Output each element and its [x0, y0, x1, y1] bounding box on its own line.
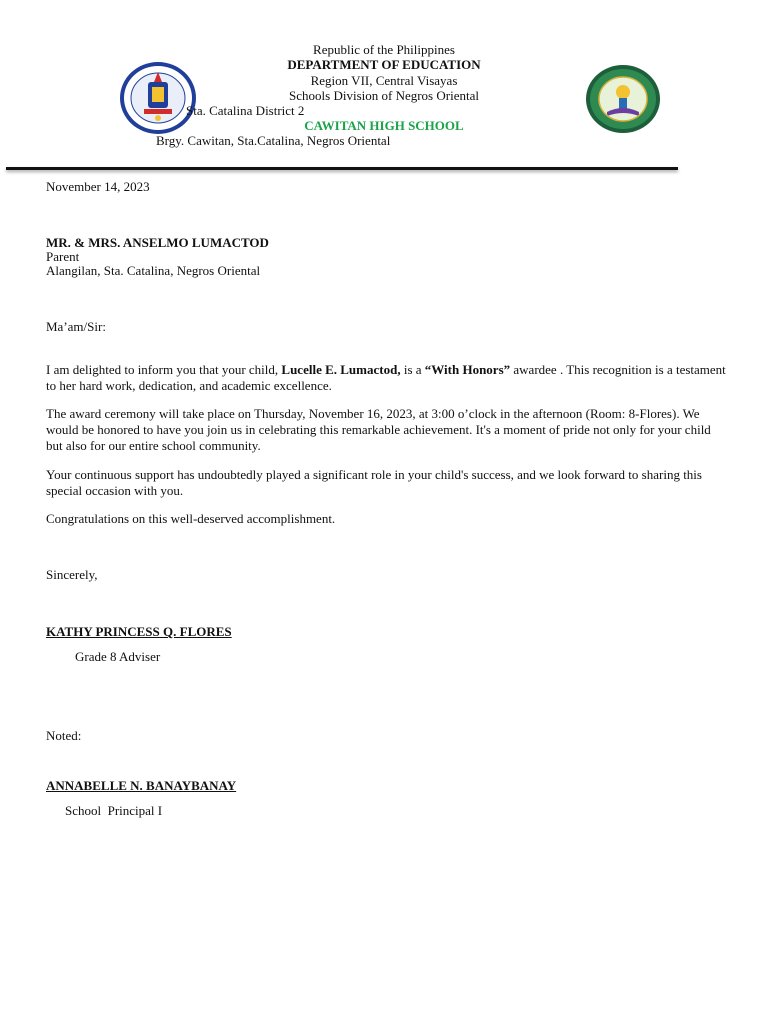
letter-date: November 14, 2023 [46, 179, 150, 194]
header-district: Sta. Catalina District 2 [186, 103, 305, 118]
paragraph-support: Your continuous support has undoubtedly played a significant role in your child's success, and we look forward to sharing this special occasion with you. [46, 467, 702, 498]
paragraph-congratulations: Congratulations on this well-deserved accomplishment. [46, 511, 336, 526]
closing: Sincerely, [46, 567, 98, 582]
header-school-name: CAWITAN HIGH SCHOOL [304, 118, 464, 133]
p1-text-a: I am delighted to inform you that your child, [46, 362, 282, 377]
p1-text-c: awardee . This recognition is a testament to her hard work, dedication, and academic excellence. [46, 362, 726, 393]
header-region: Region VII, Central Visayas [310, 73, 458, 88]
student-name: Lucelle E. Lumactod, [281, 362, 401, 377]
p1-text-b: is a [400, 362, 425, 377]
header-address: Brgy. Cawitan, Sta.Catalina, Negros Oriental [156, 133, 391, 148]
signer-principal-name: ANNABELLE N. BANAYBANAY [46, 778, 237, 793]
recipient-address: Alangilan, Sta. Catalina, Negros Oriental [46, 263, 261, 278]
signer-adviser-name: KATHY PRINCESS Q. FLORES [46, 624, 232, 639]
noted-label: Noted: [46, 728, 82, 743]
paragraph-ceremony: The award ceremony will take place on Thursday, November 16, 2023, at 3:00 o’clock in the afternoon (Room: 8-Flores). We would be honored to have you join us in celebrating this remarkable achievement. It's a moment of pride not only for your child but also for our entire school community. [46, 406, 711, 453]
signer-principal-title: School Principal I [65, 803, 163, 818]
salutation: Ma’am/Sir: [46, 319, 106, 334]
header-republic: Republic of the Philippines [313, 42, 455, 57]
recipient-role: Parent [46, 249, 80, 264]
paragraph-award-notice [46, 362, 726, 394]
header-department: DEPARTMENT OF EDUCATION [287, 57, 481, 72]
header-division: Schools Division of Negros Oriental [289, 88, 479, 103]
recipient-name: MR. & MRS. ANSELMO LUMACTOD [46, 235, 269, 250]
header-divider [6, 167, 678, 170]
award-title: “With Honors” [424, 362, 511, 377]
signer-adviser-title: Grade 8 Adviser [75, 649, 161, 664]
